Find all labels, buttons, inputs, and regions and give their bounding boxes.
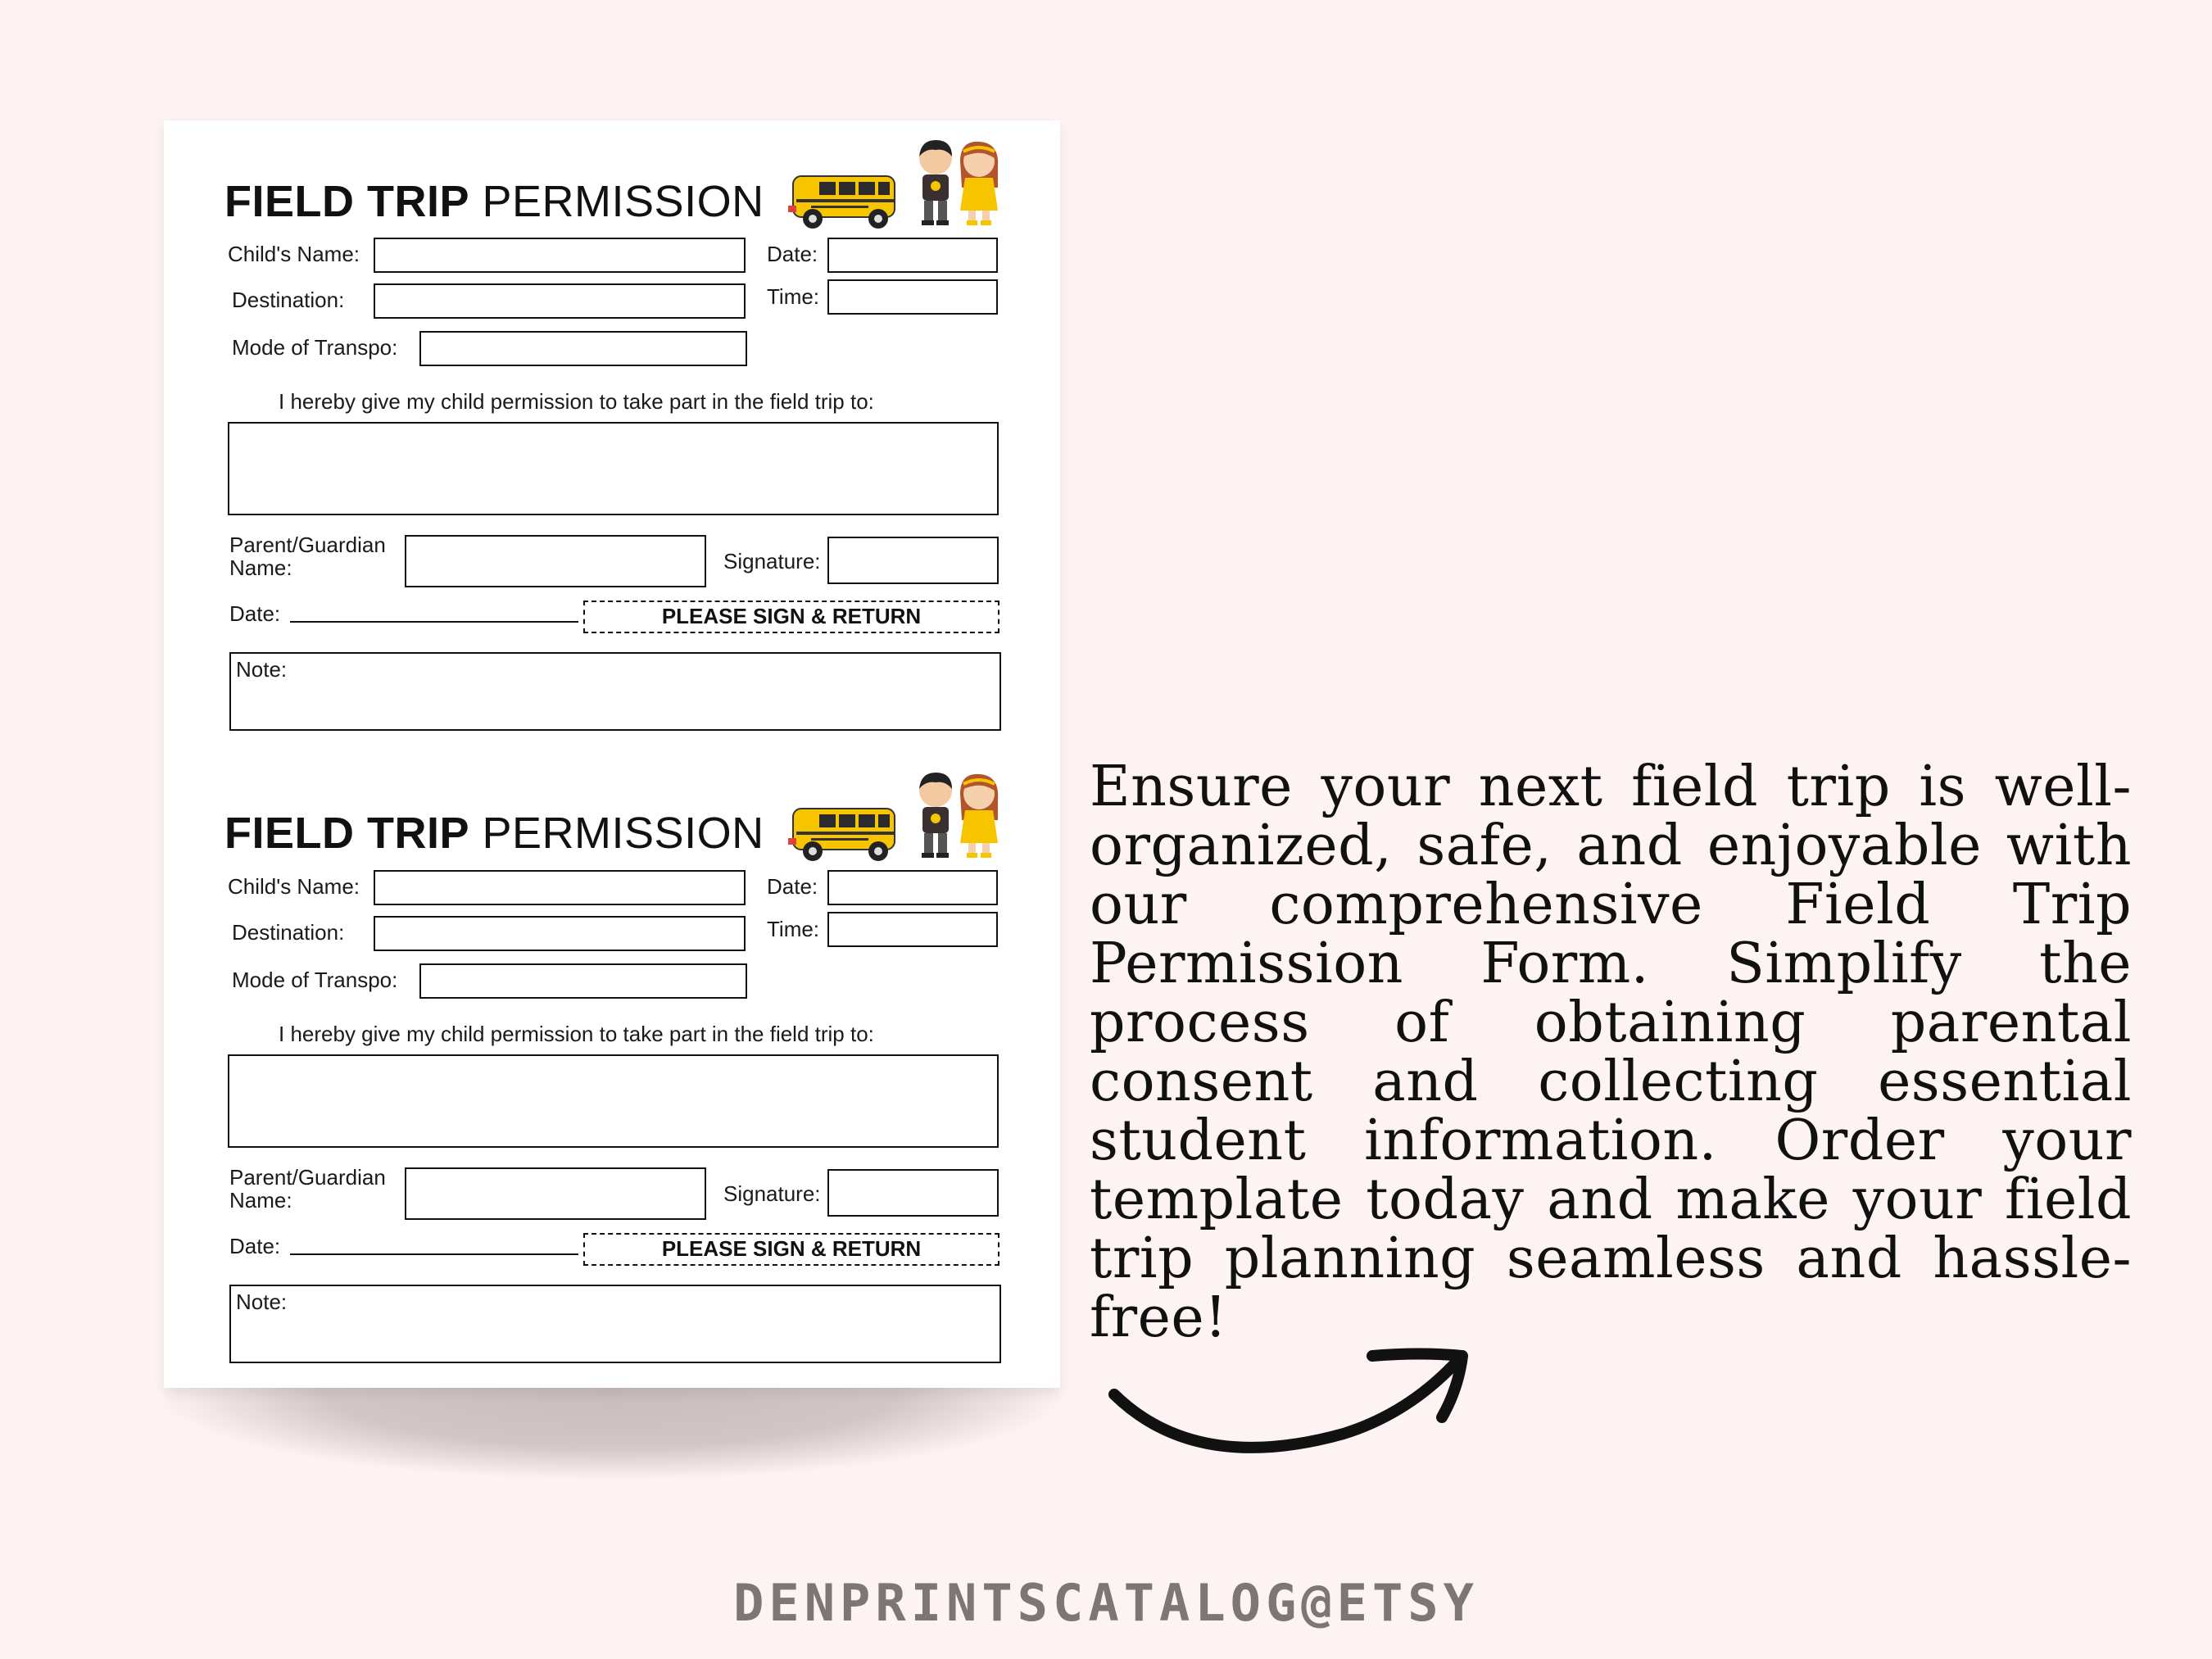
mode-of-transpo-field[interactable] <box>419 331 747 366</box>
childs-name-label: Child's Name: <box>228 874 360 899</box>
bottom-date-line[interactable] <box>290 610 578 623</box>
note-label: Note: <box>236 1290 288 1314</box>
parent-guardian-name-label: Parent/Guardian Name: <box>229 1165 386 1213</box>
bottom-date-line[interactable] <box>290 1242 578 1255</box>
date-field[interactable] <box>827 870 998 905</box>
product-description: Ensure your next field trip is well-organized, safe, and enjoyable with our comprehensive Field Trip Permission Form. Simplify the process of obtaining parental consent and collecting essential student information. Order your template today and make your field trip planning seamless and hassle-free! <box>1090 755 2132 1350</box>
please-sign-return-banner: PLEASE SIGN & RETURN <box>583 601 999 633</box>
bottom-date-label: Date: <box>229 1234 281 1258</box>
destination-label: Destination: <box>232 920 345 945</box>
time-field[interactable] <box>827 279 998 315</box>
signature-label: Signature: <box>723 549 821 573</box>
date-label: Date: <box>767 874 818 899</box>
signature-label: Signature: <box>723 1181 821 1206</box>
note-label: Note: <box>236 657 288 682</box>
permission-statement: I hereby give my child permission to take part in the field trip to: <box>279 1022 874 1046</box>
note-field[interactable] <box>229 652 1001 731</box>
mode-of-transpo-label: Mode of Transpo: <box>232 335 398 360</box>
childs-name-field[interactable] <box>374 238 746 273</box>
destination-field[interactable] <box>374 916 746 951</box>
parent-guardian-name-field[interactable] <box>405 535 706 587</box>
school-bus-icon <box>786 170 901 235</box>
signature-field[interactable] <box>827 537 999 584</box>
childs-name-label: Child's Name: <box>228 242 360 266</box>
curved-arrow-icon <box>1098 1335 1475 1475</box>
signature-field[interactable] <box>827 1169 999 1217</box>
date-label: Date: <box>767 242 818 266</box>
shop-watermark: DENPRINTSCATALOG@ETSY <box>733 1573 1479 1633</box>
note-field[interactable] <box>229 1285 1001 1363</box>
trip-details-field[interactable] <box>228 422 999 515</box>
school-bus-icon <box>786 802 901 868</box>
permission-statement: I hereby give my child permission to take part in the field trip to: <box>279 389 874 414</box>
time-label: Time: <box>767 284 820 309</box>
form-title: FIELD TRIP PERMISSION <box>224 809 764 858</box>
destination-label: Destination: <box>232 288 345 312</box>
childs-name-field[interactable] <box>374 870 746 905</box>
mode-of-transpo-label: Mode of Transpo: <box>232 968 398 992</box>
time-label: Time: <box>767 917 820 941</box>
destination-field[interactable] <box>374 283 746 319</box>
please-sign-return-banner: PLEASE SIGN & RETURN <box>583 1233 999 1266</box>
parent-guardian-name-field[interactable] <box>405 1167 706 1220</box>
time-field[interactable] <box>827 912 998 947</box>
trip-details-field[interactable] <box>228 1054 999 1148</box>
children-icon <box>909 138 1008 229</box>
permission-form-2 <box>164 753 1060 1376</box>
form-paper <box>164 120 1060 1388</box>
form-title: FIELD TRIP PERMISSION <box>224 177 764 226</box>
date-field[interactable] <box>827 238 998 273</box>
bottom-date-label: Date: <box>229 601 281 626</box>
children-icon <box>909 771 1008 861</box>
parent-guardian-name-label: Parent/Guardian Name: <box>229 533 386 580</box>
permission-form-1 <box>164 120 1060 743</box>
mode-of-transpo-field[interactable] <box>419 963 747 999</box>
